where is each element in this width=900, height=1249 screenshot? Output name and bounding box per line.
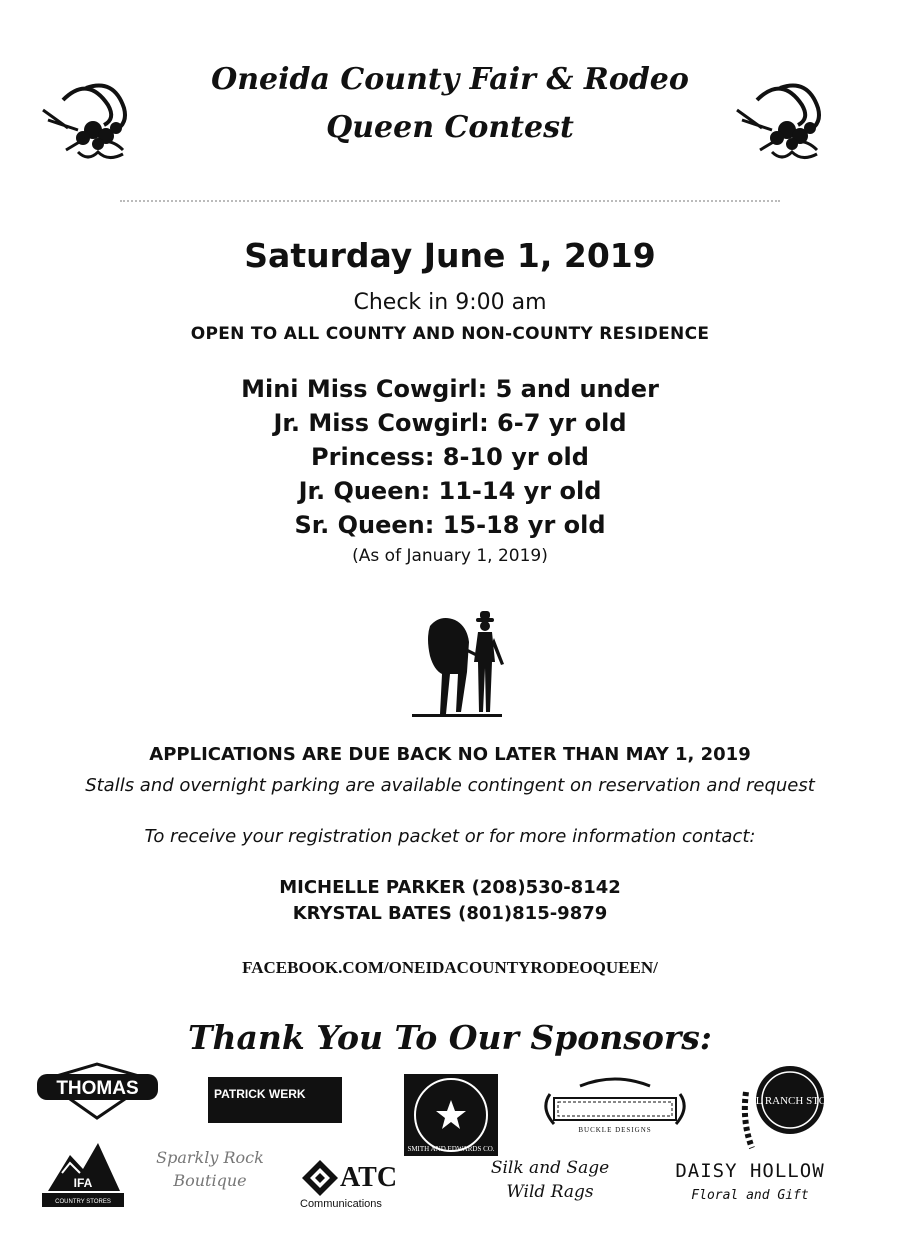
ifa-text: IFA [73, 1176, 93, 1190]
buckle-designs-logo [540, 1076, 690, 1138]
sponsors-heading: Thank You To Our Sponsors: [188, 1018, 712, 1057]
atc-sub-text: Communications [300, 1198, 382, 1210]
check-in-time: Check in 9:00 am [353, 290, 547, 315]
flyer-title-line1: Oneida County Fair & Rodeo [211, 62, 689, 97]
contact-krystal: KRYSTAL BATES (801)815-9879 [292, 903, 608, 924]
daisy-hollow-line1: DAISY HOLLOW [675, 1160, 825, 1182]
patrick-werk-logo [208, 1077, 342, 1123]
atc-diamond-icon [300, 1158, 340, 1198]
category-sr-queen: Sr. Queen: 15-18 yr old [294, 511, 606, 539]
contact-michelle: MICHELLE PARKER (208)530-8142 [279, 877, 621, 898]
sparkly-rock-line2: Boutique [173, 1171, 247, 1190]
event-date: Saturday June 1, 2019 [244, 236, 656, 275]
open-note: OPEN TO ALL COUNTY AND NON-COUNTY RESIDENCE [190, 324, 710, 344]
thomas-logo [35, 1060, 160, 1122]
ifa-logo [40, 1133, 126, 1213]
daisy-hollow-logo [660, 1160, 840, 1203]
flyer-title-line2: Queen Contest [326, 110, 574, 145]
thomas-logo-text: THOMAS [56, 1078, 139, 1099]
cowgirl-horse-silhouette-icon [410, 608, 505, 718]
patrick-werk-text: PATRICK WERK [214, 1087, 306, 1101]
silk-and-sage-line2: Wild Rags [506, 1182, 594, 1202]
buckle-designs-text: BUCKLE DESIGNS [578, 1126, 652, 1134]
category-jr-miss: Jr. Miss Cowgirl: 6-7 yr old [273, 409, 627, 437]
atc-logo [298, 1158, 408, 1214]
receive-info-note: To receive your registration packet or for more information contact: [144, 826, 756, 847]
ifa-sub-text: COUNTRY STORES [55, 1199, 111, 1205]
silk-and-sage-line1: Silk and Sage [490, 1158, 610, 1178]
atc-text: ATC [340, 1162, 398, 1193]
category-mini-miss: Mini Miss Cowgirl: 5 and under [241, 375, 659, 403]
silk-and-sage-logo [488, 1158, 612, 1202]
category-princess: Princess: 8-10 yr old [311, 443, 589, 471]
stalls-note: Stalls and overnight parking are available contingent on reservation and request [85, 775, 815, 796]
cal-ranch-logo [733, 1062, 847, 1152]
category-jr-queen: Jr. Queen: 11-14 yr old [298, 477, 602, 505]
sparkly-rock-logo [150, 1148, 270, 1190]
facebook-link[interactable]: FACEBOOK.COM/ONEIDACOUNTYRODEOQUEEN/ [242, 958, 658, 977]
age-note: (As of January 1, 2019) [352, 546, 548, 566]
applications-due: APPLICATIONS ARE DUE BACK NO LATER THAN MAY 1, 2019 [149, 744, 751, 765]
dotted-divider [120, 200, 780, 202]
sparkly-rock-line1: Sparkly Rock [156, 1148, 264, 1167]
smith-edwards-text: SMITH AND EDWARDS CO. [407, 1145, 495, 1153]
daisy-hollow-line2: Floral and Gift [691, 1188, 809, 1203]
cal-ranch-text: C-A-L RANCH STORES [733, 1095, 847, 1107]
smith-edwards-logo [404, 1074, 498, 1156]
